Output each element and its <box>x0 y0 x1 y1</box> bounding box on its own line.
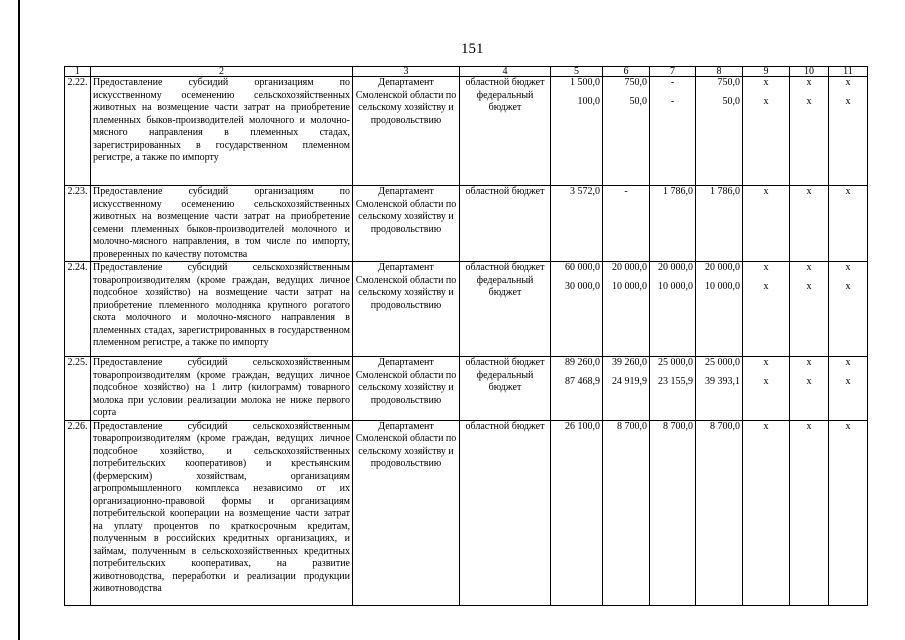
column-header: 1 <box>65 67 91 77</box>
value: x <box>763 77 769 88</box>
value: 50,0 <box>722 95 740 107</box>
value: - <box>603 186 650 262</box>
funding-source: областной бюджет <box>465 186 545 197</box>
column-header: 11 <box>829 67 868 77</box>
value: x <box>743 420 790 605</box>
value-cell <box>696 357 743 421</box>
value: x <box>845 280 851 292</box>
measure-description: Предоставление субсидий сельскохозяйственным товаропроизводителям (кроме граждан, ведущих личное подсобное хозяйство) на 1 литр (килограмм) товарного молока при условии реализации молока не ниже первого сорта <box>91 357 353 421</box>
value: 20 000,0 <box>612 262 647 273</box>
value-cell <box>790 357 829 421</box>
table-row <box>65 262 868 357</box>
value-cell <box>743 357 790 421</box>
value: 1 500,0 <box>570 77 600 88</box>
value: x <box>806 95 812 107</box>
value: x <box>806 77 812 88</box>
value: 750,0 <box>624 77 647 88</box>
column-header: 2 <box>91 67 353 77</box>
table-row <box>65 420 868 605</box>
value-cell <box>743 77 790 186</box>
value: 24 919,9 <box>612 375 647 387</box>
column-header: 8 <box>696 67 743 77</box>
value: x <box>845 375 851 387</box>
measure-description: Предоставление субсидий сельскохозяйственным товаропроизводителям (кроме граждан, ведущих личное подсобное хозяйство, и сельскохозяйственных потребительских кооперативов) и крестьянским (фермерским) хозяйствам, организациям агропромышленного комплекса независимо от их организационно-правовой формы и организациям потребительской кооперации на возмещение части затрат на уплату процентов по краткосрочным кредитам, полученным в российских кредитных организациях, и займам, полученным в сельскохозяйственных кредитных потребительских кооперативах, на развитие животноводства, переработки и реализации продукции животноводства <box>91 420 353 605</box>
value: 50,0 <box>629 95 647 107</box>
table-row <box>65 357 868 421</box>
responsible-department: Департамент Смоленской области по сельскому хозяйству и продовольствию <box>353 262 460 357</box>
value-cell <box>603 77 650 186</box>
value: 23 155,9 <box>658 375 693 387</box>
column-header: 9 <box>743 67 790 77</box>
value: x <box>806 375 812 387</box>
measure-description: Предоставление субсидий организациям по искусственному осеменению сельскохозяйственных животных на возмещение части затрат на приобретение племенных быков-производителей молочного и молочно-мясного направления в племенных стадах, зарегистрированных в государственном племенном регистре, а также по импорту <box>91 77 353 186</box>
funding-source-cell <box>460 186 551 262</box>
budget-table <box>64 66 868 606</box>
funding-source: федеральный бюджет <box>476 274 534 298</box>
value-cell <box>696 77 743 186</box>
value: 39 393,1 <box>705 375 740 387</box>
responsible-department: Департамент Смоленской области по сельскому хозяйству и продовольствию <box>353 77 460 186</box>
row-number: 2.24. <box>65 262 91 357</box>
value: x <box>806 280 812 292</box>
value: 8 700,0 <box>696 420 743 605</box>
value: 25 000,0 <box>658 357 693 368</box>
table-row <box>65 77 868 186</box>
value: x <box>763 262 769 273</box>
column-header: 6 <box>603 67 650 77</box>
value: x <box>806 357 812 368</box>
value: 8 700,0 <box>650 420 696 605</box>
value: 100,0 <box>577 95 600 107</box>
table-row <box>65 186 868 262</box>
funding-source: федеральный бюджет <box>476 89 534 113</box>
value: 30 000,0 <box>565 280 600 292</box>
value: x <box>763 375 769 387</box>
value: 39 260,0 <box>612 357 647 368</box>
value: 10 000,0 <box>612 280 647 292</box>
column-header: 7 <box>650 67 696 77</box>
row-number: 2.23. <box>65 186 91 262</box>
value: x <box>743 186 790 262</box>
value: 10 000,0 <box>705 280 740 292</box>
funding-source: областной бюджет <box>465 262 545 273</box>
row-number: 2.26. <box>65 420 91 605</box>
column-number-row <box>65 67 868 77</box>
value: x <box>763 280 769 292</box>
value-cell <box>650 77 696 186</box>
value: x <box>763 95 769 107</box>
value: x <box>829 186 868 262</box>
value-cell <box>551 262 603 357</box>
value: x <box>845 77 851 88</box>
value: - <box>670 77 675 88</box>
value: - <box>670 95 675 107</box>
column-header: 4 <box>460 67 551 77</box>
value-cell <box>650 357 696 421</box>
value-cell <box>696 262 743 357</box>
row-number: 2.22. <box>65 77 91 186</box>
funding-source: областной бюджет <box>465 77 545 88</box>
value-cell <box>829 77 868 186</box>
measure-description: Предоставление субсидий сельскохозяйственным товаропроизводителям (кроме граждан, ведущих личное подсобное хозяйство) на возмещение части затрат на приобретение племенного молодняка крупного рогатого скота молочного и молочно-мясного направления в племенных стадах, зарегистрированных в государственном племенном регистре, а также по импорту <box>91 262 353 357</box>
value-cell <box>551 357 603 421</box>
value: 26 100,0 <box>551 420 603 605</box>
row-number: 2.25. <box>65 357 91 421</box>
value: 20 000,0 <box>658 262 693 273</box>
value: 750,0 <box>717 77 740 88</box>
value: 1 786,0 <box>650 186 696 262</box>
column-header: 5 <box>551 67 603 77</box>
funding-source-cell <box>460 77 551 186</box>
funding-source: федеральный бюджет <box>476 369 534 393</box>
value: 87 468,9 <box>565 375 600 387</box>
value: 3 572,0 <box>551 186 603 262</box>
value: 1 786,0 <box>696 186 743 262</box>
value: 10 000,0 <box>658 280 693 292</box>
value-cell <box>603 262 650 357</box>
measure-description: Предоставление субсидий организациям по искусственному осеменению сельскохозяйственных животных на возмещение части затрат на приобретение семени племенных быков-производителей молочного и молочно-мясного направления, в том числе по импорту, проверенных по качеству потомства <box>91 186 353 262</box>
value: x <box>845 95 851 107</box>
value-cell <box>790 262 829 357</box>
value: x <box>763 357 769 368</box>
value: 60 000,0 <box>565 262 600 273</box>
value-cell <box>829 262 868 357</box>
value-cell <box>650 262 696 357</box>
value: x <box>790 186 829 262</box>
responsible-department: Департамент Смоленской области по сельскому хозяйству и продовольствию <box>353 186 460 262</box>
value: x <box>829 420 868 605</box>
page-number: 151 <box>461 41 484 57</box>
value-cell <box>603 357 650 421</box>
value-cell <box>743 262 790 357</box>
column-header: 10 <box>790 67 829 77</box>
value: x <box>845 262 851 273</box>
responsible-department: Департамент Смоленской области по сельскому хозяйству и продовольствию <box>353 420 460 605</box>
responsible-department: Департамент Смоленской области по сельскому хозяйству и продовольствию <box>353 357 460 421</box>
value: 8 700,0 <box>603 420 650 605</box>
value-cell <box>790 77 829 186</box>
funding-source: областной бюджет <box>465 357 545 368</box>
funding-source-cell <box>460 420 551 605</box>
value: x <box>845 357 851 368</box>
value-cell <box>551 77 603 186</box>
value: 89 260,0 <box>565 357 600 368</box>
funding-source-cell <box>460 262 551 357</box>
value: x <box>790 420 829 605</box>
value: x <box>806 262 812 273</box>
value: 25 000,0 <box>705 357 740 368</box>
left-margin-rule <box>18 0 20 640</box>
funding-source-cell <box>460 357 551 421</box>
funding-source: областной бюджет <box>465 420 545 432</box>
column-header: 3 <box>353 67 460 77</box>
value-cell <box>829 357 868 421</box>
value: 20 000,0 <box>705 262 740 273</box>
